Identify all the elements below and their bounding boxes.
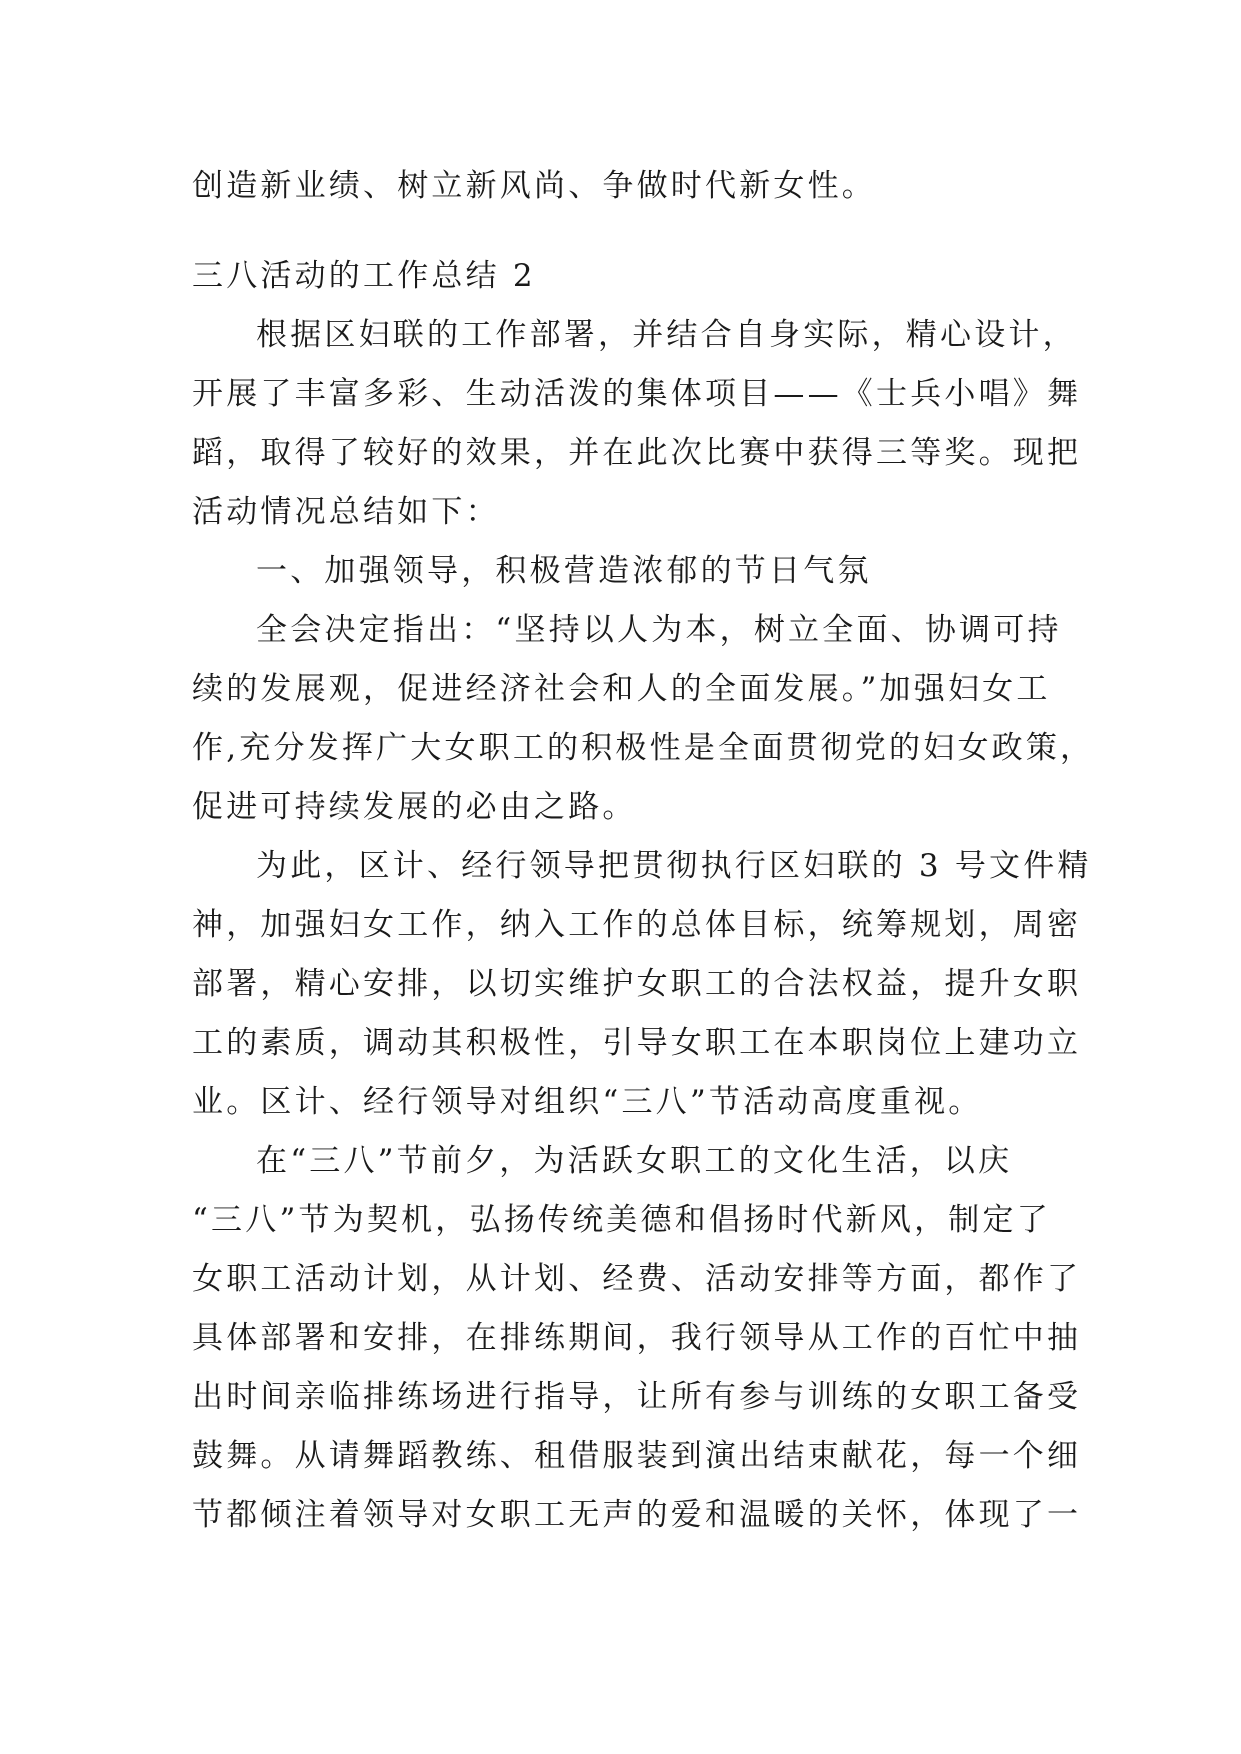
text-line: 为此，区计、经行领导把贯彻执行区妇联的 3 号文件精: [256, 848, 1092, 884]
text-line: 女职工活动计划，从计划、经费、活动安排等方面，都作了: [192, 1261, 1082, 1297]
text-line: 开展了丰富多彩、生动活泼的集体项目——《士兵小唱》舞: [192, 376, 1082, 412]
text-line: 蹈，取得了较好的效果，并在此次比赛中获得三等奖。现把: [192, 435, 1082, 471]
section-heading: 三八活动的工作总结 2: [192, 258, 536, 294]
text-line: 出时间亲临排练场进行指导，让所有参与训练的女职工备受: [192, 1379, 1082, 1415]
text-line: 促进可持续发展的必由之路。: [192, 789, 637, 825]
subheading: 一、加强领导，积极营造浓郁的节日气氛: [256, 553, 872, 589]
text-line: 业。区计、经行领导对组织“三八”节活动高度重视。: [192, 1084, 983, 1120]
text-line: 具体部署和安排，在排练期间，我行领导从工作的百忙中抽: [192, 1320, 1082, 1356]
text-line: 活动情况总结如下：: [192, 494, 500, 530]
text-line: 全会决定指出：“坚持以人为本，树立全面、协调可持: [256, 612, 1062, 648]
text-line: 节都倾注着领导对女职工无声的爱和温暖的关怀，体现了一: [192, 1497, 1082, 1533]
text-line: 工的素质，调动其积极性，引导女职工在本职岗位上建功立: [192, 1025, 1082, 1061]
text-line: 作,充分发挥广大女职工的积极性是全面贯彻党的妇女政策，: [192, 730, 1095, 766]
text-line: 根据区妇联的工作部署，并结合自身实际，精心设计，: [256, 317, 1077, 353]
text-line: 续的发展观，促进经济社会和人的全面发展。”加强妇女工: [192, 671, 1051, 707]
text-line: “三八”节为契机，弘扬传统美德和倡扬时代新风，制定了: [192, 1202, 1051, 1238]
text-line: 创造新业绩、树立新风尚、争做时代新女性。: [192, 168, 876, 204]
text-line: 在“三八”节前夕，为活跃女职工的文化生活，以庆: [256, 1143, 1013, 1179]
text-line: 神，加强妇女工作，纳入工作的总体目标，统筹规划，周密: [192, 907, 1082, 943]
text-line: 鼓舞。从请舞蹈教练、租借服装到演出结束献花，每一个细: [192, 1438, 1082, 1474]
text-line: 部署，精心安排，以切实维护女职工的合法权益，提升女职: [192, 966, 1082, 1002]
